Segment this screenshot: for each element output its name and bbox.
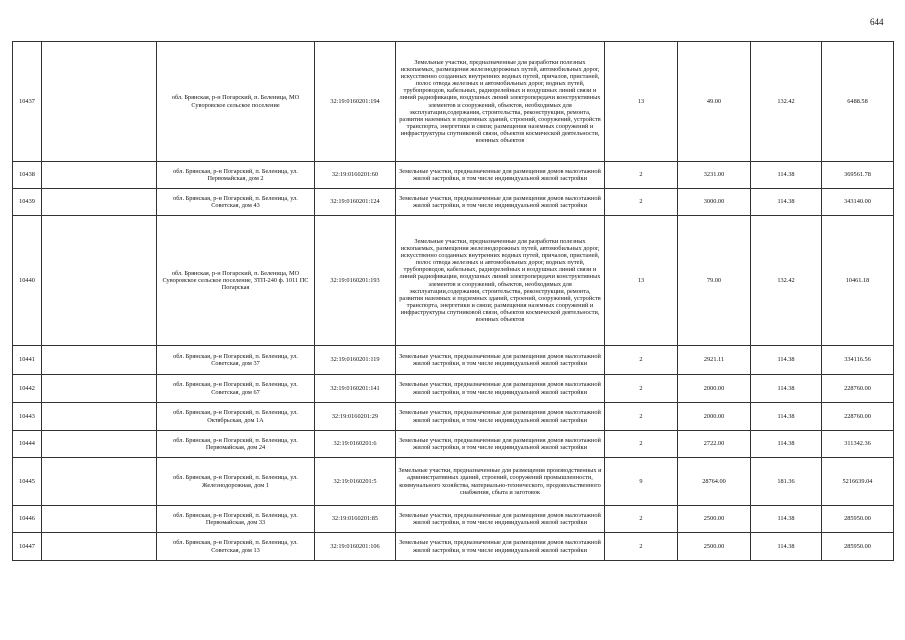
empty-cell xyxy=(42,162,157,189)
address-cell: обл. Брянская, р-н Погарский, п. Беленица, ул. Советская, дом 13 xyxy=(157,533,315,561)
rate-cell: 181.36 xyxy=(751,458,822,506)
area-cell: 2722.00 xyxy=(678,431,751,458)
address-cell: обл. Брянская, р-н Погарский, п. Беленица, ул. Советская, дом 43 xyxy=(157,189,315,216)
area-cell: 49.00 xyxy=(678,42,751,162)
cadastral-value-cell: 285950.00 xyxy=(822,506,894,533)
row-number-cell: 10445 xyxy=(13,458,42,506)
rate-cell: 114.38 xyxy=(751,403,822,431)
area-cell: 2000.00 xyxy=(678,403,751,431)
table-row xyxy=(13,533,894,561)
area-cell: 2500.00 xyxy=(678,506,751,533)
cadastral-value-cell: 6488.58 xyxy=(822,42,894,162)
address-cell: обл. Брянская, р-н Погарский, п. Беленица, МО Суворовское сельское поселение, ЗТП-240 ф. 1011 ПС Погарская xyxy=(157,216,315,346)
land-use-cell: Земельные участки, предназначенные для размещения домов малоэтажной жилой застройки, в том числе индивидуальной жилой застройки xyxy=(396,506,605,533)
empty-cell xyxy=(42,346,157,375)
area-cell: 2000.00 xyxy=(678,375,751,403)
address-cell: обл. Брянская, р-н Погарский, п. Беленица, МО Суворовское сельское поселение xyxy=(157,42,315,162)
empty-cell xyxy=(42,431,157,458)
address-cell: обл. Брянская, р-н Погарский, п. Беленица, ул. Первомайская, дом 33 xyxy=(157,506,315,533)
table-row xyxy=(13,189,894,216)
group-number-cell: 2 xyxy=(605,431,678,458)
cadastral-value-cell: 5216639.04 xyxy=(822,458,894,506)
group-number-cell: 2 xyxy=(605,375,678,403)
area-cell: 2921.11 xyxy=(678,346,751,375)
cadastral-number-cell: 32:19:0160201:5 xyxy=(315,458,396,506)
page-number: 644 xyxy=(870,17,884,27)
rate-cell: 114.38 xyxy=(751,162,822,189)
table-row xyxy=(13,403,894,431)
rate-cell: 114.38 xyxy=(751,506,822,533)
group-number-cell: 2 xyxy=(605,403,678,431)
group-number-cell: 2 xyxy=(605,189,678,216)
table-row xyxy=(13,216,894,346)
land-use-cell: Земельные участки, предназначенные для размещения домов малоэтажной жилой застройки, в том числе индивидуальной жилой застройки xyxy=(396,403,605,431)
address-cell: обл. Брянская, р-н Погарский, п. Беленица, ул. Первомайская, дом 24 xyxy=(157,431,315,458)
empty-cell xyxy=(42,189,157,216)
cadastral-value-cell: 369561.78 xyxy=(822,162,894,189)
row-number-cell: 10444 xyxy=(13,431,42,458)
group-number-cell: 2 xyxy=(605,346,678,375)
land-use-cell: Земельные участки, предназначенные для размещения домов малоэтажной жилой застройки, в том числе индивидуальной жилой застройки xyxy=(396,375,605,403)
table-row xyxy=(13,42,894,162)
group-number-cell: 9 xyxy=(605,458,678,506)
rate-cell: 114.38 xyxy=(751,346,822,375)
table-row xyxy=(13,431,894,458)
table-row xyxy=(13,162,894,189)
row-number-cell: 10446 xyxy=(13,506,42,533)
address-cell: обл. Брянская, р-н Погарский, п. Беленица, ул. Советская, дом 67 xyxy=(157,375,315,403)
row-number-cell: 10437 xyxy=(13,42,42,162)
rate-cell: 114.38 xyxy=(751,533,822,561)
area-cell: 79.00 xyxy=(678,216,751,346)
cadastral-number-cell: 32:19:0160201:194 xyxy=(315,42,396,162)
area-cell: 3000.00 xyxy=(678,189,751,216)
cadastral-value-cell: 285950.00 xyxy=(822,533,894,561)
cadastral-number-cell: 32:19:0160201:106 xyxy=(315,533,396,561)
table-row xyxy=(13,458,894,506)
cadastral-number-cell: 32:19:0160201:29 xyxy=(315,403,396,431)
area-cell: 2500.00 xyxy=(678,533,751,561)
cadastral-number-cell: 32:19:0160201:60 xyxy=(315,162,396,189)
row-number-cell: 10441 xyxy=(13,346,42,375)
table-row xyxy=(13,346,894,375)
rate-cell: 132.42 xyxy=(751,42,822,162)
cadastral-value-cell: 334116.56 xyxy=(822,346,894,375)
row-number-cell: 10440 xyxy=(13,216,42,346)
land-use-cell: Земельные участки, предназначенные для размещения домов малоэтажной жилой застройки, в том числе индивидуальной жилой застройки xyxy=(396,533,605,561)
empty-cell xyxy=(42,403,157,431)
address-cell: обл. Брянская, р-н Погарский, п. Беленица, ул. Советская, дом 37 xyxy=(157,346,315,375)
address-cell: обл. Брянская, р-н Погарский, п. Беленица, ул. Первомайская, дом 2 xyxy=(157,162,315,189)
address-cell: обл. Брянская, р-н Погарский, п. Беленица, ул. Железнодорожная, дом 1 xyxy=(157,458,315,506)
address-cell: обл. Брянская, р-н Погарский, п. Беленица, ул. Октябрьская, дом 1А xyxy=(157,403,315,431)
rate-cell: 114.38 xyxy=(751,375,822,403)
cadastral-value-cell: 343140.00 xyxy=(822,189,894,216)
table-row xyxy=(13,506,894,533)
empty-cell xyxy=(42,42,157,162)
land-use-cell: Земельные участки, предназначенные для размещения производственных и административных зданий, строений, сооружений промышленности, коммунального хозяйства, материально-технического, продовольственного снабжения, сбыта и заготовок xyxy=(396,458,605,506)
row-number-cell: 10447 xyxy=(13,533,42,561)
empty-cell xyxy=(42,216,157,346)
cadastral-number-cell: 32:19:0160201:193 xyxy=(315,216,396,346)
table-row xyxy=(13,375,894,403)
land-use-cell: Земельные участки, предназначенные для размещения домов малоэтажной жилой застройки, в том числе индивидуальной жилой застройки xyxy=(396,162,605,189)
cadastral-value-cell: 311342.36 xyxy=(822,431,894,458)
row-number-cell: 10438 xyxy=(13,162,42,189)
rate-cell: 114.38 xyxy=(751,431,822,458)
cadastral-value-cell: 228760.00 xyxy=(822,403,894,431)
cadastral-number-cell: 32:19:0160201:141 xyxy=(315,375,396,403)
cadastral-number-cell: 32:19:0160201:124 xyxy=(315,189,396,216)
area-cell: 3231.00 xyxy=(678,162,751,189)
group-number-cell: 2 xyxy=(605,162,678,189)
land-use-cell: Земельные участки, предназначенные для разработки полезных ископаемых, размещения железнодорожных путей, автомобильных дорог, искусственно созданных внутренних водных путей, причалов, пристаней, полос отвода железных и автомобильных дорог, водных путей, трубопроводов, кабельных, радиорелейных и воздушных линий связи и линий радиофикации, воздушных линий электропередачи конструктивных элементов и сооружений, объектов, необходимых для эксплуатации,содержания, строительства, реконструкции, ремонта, развития наземных и подземных зданий, строений, сооружений, устройств транспорта, энергетики и связи; размещения наземных сооружений и инфраструктуры спутниковой связи, объектов космической деятельности, военных объектов xyxy=(396,216,605,346)
land-registry-table xyxy=(12,41,894,561)
cadastral-value-cell: 228760.00 xyxy=(822,375,894,403)
land-use-cell: Земельные участки, предназначенные для размещения домов малоэтажной жилой застройки, в том числе индивидуальной жилой застройки xyxy=(396,189,605,216)
area-cell: 28764.00 xyxy=(678,458,751,506)
rate-cell: 114.38 xyxy=(751,189,822,216)
rate-cell: 132.42 xyxy=(751,216,822,346)
cadastral-value-cell: 10461.18 xyxy=(822,216,894,346)
group-number-cell: 2 xyxy=(605,533,678,561)
group-number-cell: 13 xyxy=(605,216,678,346)
empty-cell xyxy=(42,375,157,403)
cadastral-number-cell: 32:19:0160201:6 xyxy=(315,431,396,458)
land-use-cell: Земельные участки, предназначенные для разработки полезных ископаемых, размещения железнодорожных путей, автомобильных дорог, искусственно созданных внутренних водных путей, причалов, пристаней, полос отвода железных и автомобильных дорог, водных путей, трубопроводов, кабельных, радиорелейных и воздушных линий связи и линий радиофикации, воздушных линий электропередачи конструктивных элементов и сооружений, объектов, необходимых для эксплуатации,содержания, строительства, реконструкции, ремонта, развития наземных и подземных зданий, строений, сооружений, устройств транспорта, энергетики и связи; размещения наземных сооружений и инфраструктуры спутниковой связи, объектов космической деятельности, военных объектов xyxy=(396,42,605,162)
row-number-cell: 10439 xyxy=(13,189,42,216)
group-number-cell: 2 xyxy=(605,506,678,533)
cadastral-number-cell: 32:19:0160201:85 xyxy=(315,506,396,533)
empty-cell xyxy=(42,533,157,561)
cadastral-number-cell: 32:19:0160201:119 xyxy=(315,346,396,375)
row-number-cell: 10442 xyxy=(13,375,42,403)
empty-cell xyxy=(42,458,157,506)
empty-cell xyxy=(42,506,157,533)
land-use-cell: Земельные участки, предназначенные для размещения домов малоэтажной жилой застройки, в том числе индивидуальной жилой застройки xyxy=(396,431,605,458)
row-number-cell: 10443 xyxy=(13,403,42,431)
land-use-cell: Земельные участки, предназначенные для размещения домов малоэтажной жилой застройки, в том числе индивидуальной жилой застройки xyxy=(396,346,605,375)
group-number-cell: 13 xyxy=(605,42,678,162)
